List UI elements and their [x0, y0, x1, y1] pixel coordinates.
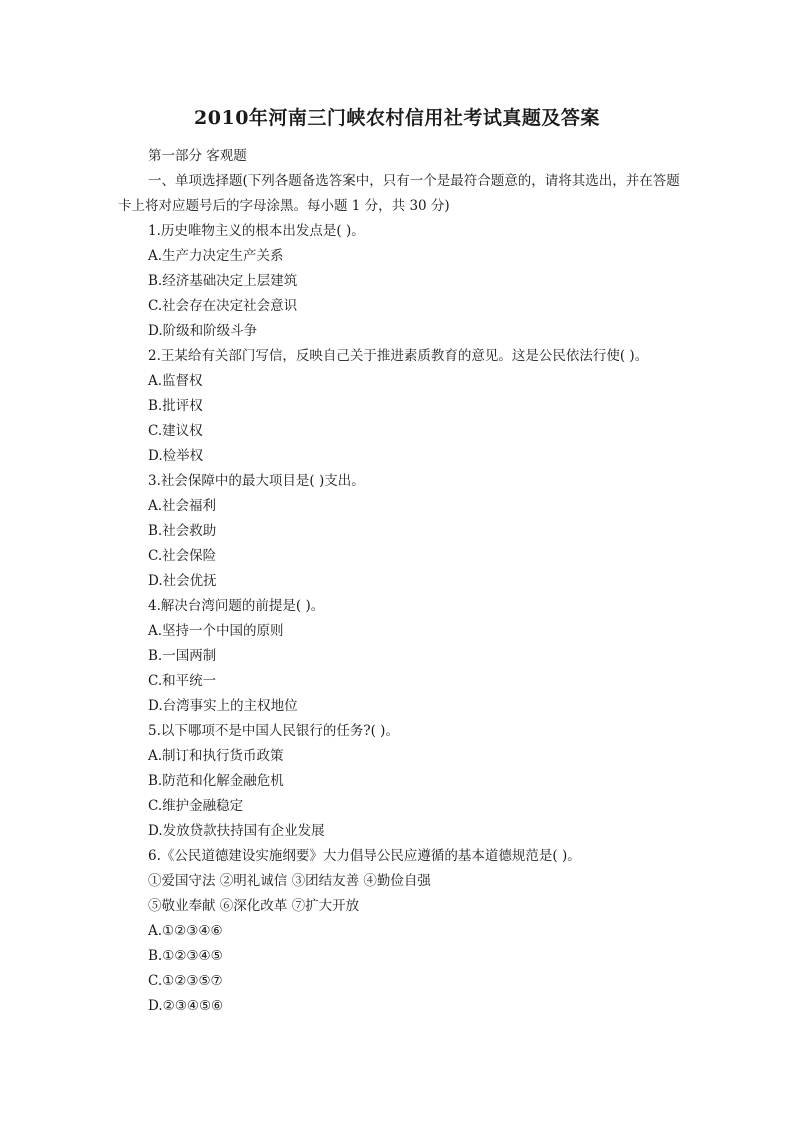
option-c: C.①②③⑤⑦	[148, 973, 223, 989]
question-2	[118, 344, 680, 469]
question-items-line: ①爱国守法 ②明礼诚信 ③团结友善 ④勤俭自强	[148, 873, 431, 889]
option-c: C.社会保险	[148, 548, 217, 564]
option-d: D.发放贷款扶持国有企业发展	[148, 823, 325, 839]
option-b: B.一国两制	[148, 648, 217, 664]
question-6	[118, 844, 680, 1019]
question-stem: 4.解决台湾问题的前提是( )。	[148, 598, 325, 614]
option-d: D.社会优抚	[148, 573, 217, 589]
question-1	[118, 219, 680, 344]
document-title: 2010年河南三门峡农村信用社考试真题及答案	[194, 107, 600, 129]
part-heading: 第一部分 客观题	[148, 148, 247, 164]
question-5	[118, 719, 680, 844]
question-items-line: ⑤敬业奉献 ⑥深化改革 ⑦扩大开放	[148, 898, 360, 914]
option-d: D.检举权	[148, 448, 204, 464]
option-c: C.社会存在决定社会意识	[148, 298, 298, 314]
option-b: B.①②③④⑤	[148, 948, 223, 964]
option-c: C.维护金融稳定	[148, 798, 244, 814]
option-a: A.制订和执行货币政策	[148, 748, 284, 764]
option-d: D.阶级和阶级斗争	[148, 323, 258, 339]
document-body	[118, 144, 680, 1019]
question-stem: 5.以下哪项不是中国人民银行的任务?( )。	[148, 723, 399, 739]
option-a: A.坚持一个中国的原则	[148, 623, 284, 639]
question-stem: 2.王某给有关部门写信，反映自己关于推进素质教育的意见。这是公民依法行使( )。	[148, 348, 649, 364]
option-c: C.建议权	[148, 423, 203, 439]
section-instructions: 一、单项选择题(下列各题备选答案中，只有一个是最符合题意的，请将其选出，并在答题卡上将对应题号后的字母涂黑。每小题 1 分，共 30 分)	[118, 173, 680, 214]
question-3	[118, 469, 680, 594]
option-b: B.批评权	[148, 398, 203, 414]
option-a: A.生产力决定生产关系	[148, 248, 284, 264]
option-b: B.社会救助	[148, 523, 217, 539]
option-a: A.①②③④⑥	[148, 923, 223, 939]
question-stem: 6.《公民道德建设实施纲要》大力倡导公民应遵循的基本道德规范是( )。	[148, 848, 581, 864]
option-b: B.防范和化解金融危机	[148, 773, 284, 789]
option-c: C.和平统一	[148, 673, 217, 689]
option-a: A.监督权	[148, 373, 203, 389]
option-a: A.社会福利	[148, 498, 217, 514]
option-d: D.台湾事实上的主权地位	[148, 698, 298, 714]
option-d: D.②③④⑤⑥	[148, 998, 224, 1014]
option-b: B.经济基础决定上层建筑	[148, 273, 298, 289]
question-stem: 1.历史唯物主义的根本出发点是( )。	[148, 223, 365, 239]
question-4	[118, 594, 680, 719]
question-stem: 3.社会保障中的最大项目是( )支出。	[148, 473, 365, 489]
